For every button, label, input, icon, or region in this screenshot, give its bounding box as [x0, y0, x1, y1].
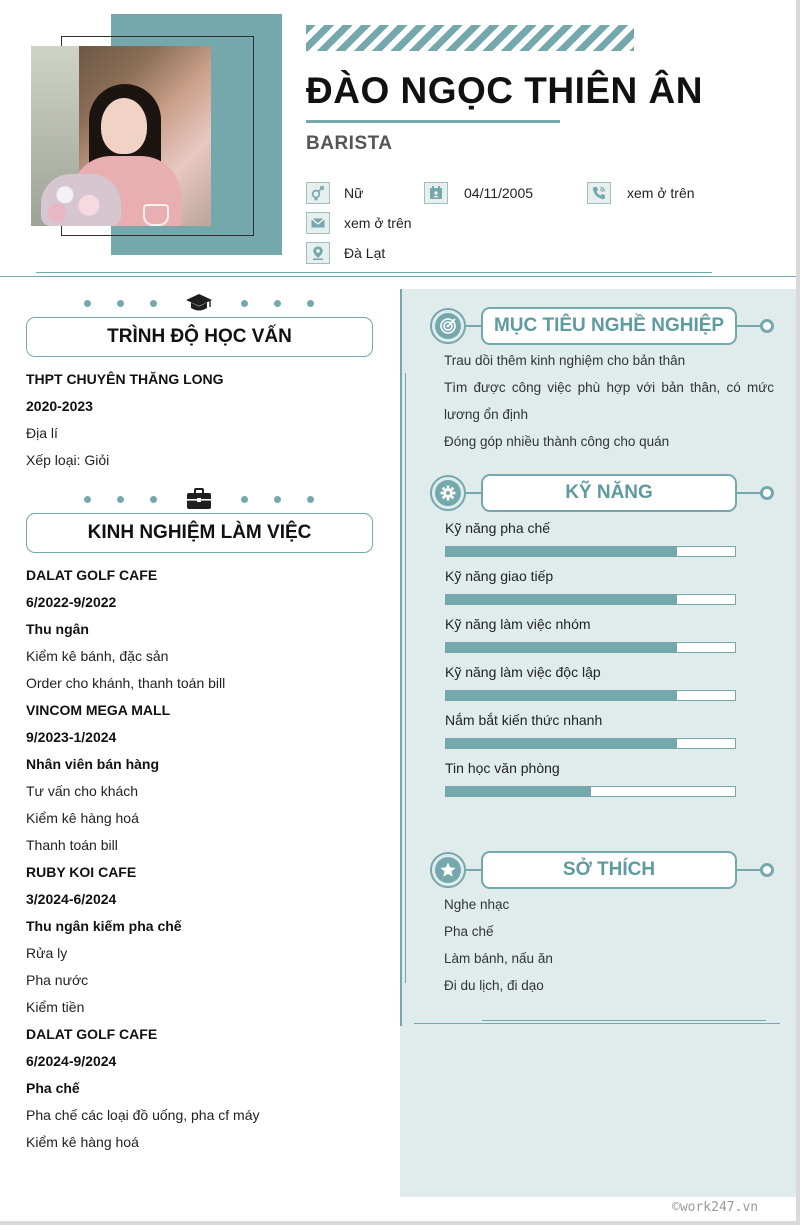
skill-label: Tin học văn phòng [445, 760, 560, 776]
list-item: RUBY KOI CAFE [26, 864, 137, 880]
briefcase-icon [184, 487, 214, 511]
info-address [306, 242, 385, 264]
gender-value: Nữ [344, 185, 364, 201]
list-item: Thu ngân [26, 621, 89, 637]
phone-value: xem ở trên [627, 185, 695, 201]
career-goal-list [444, 347, 774, 455]
mail-icon [306, 212, 330, 234]
gender-icon [306, 182, 330, 204]
experience-list [26, 562, 386, 1156]
skill-label: Kỹ năng làm việc nhóm [445, 616, 591, 632]
skill-item [445, 614, 737, 653]
target-icon [435, 313, 461, 339]
header-divider-inner [36, 272, 712, 273]
education-decor [26, 291, 372, 315]
skill-bar-fill [446, 787, 591, 796]
decorative-stripe [306, 25, 634, 51]
right-bottom-divider [414, 1023, 780, 1024]
list-item: Xếp loại: Giỏi [26, 452, 110, 468]
list-item: Nhân viên bán hàng [26, 756, 160, 772]
column-divider [400, 289, 402, 1026]
skills-header [430, 474, 776, 512]
skill-label: Nắm bắt kiến thức nhanh [445, 712, 603, 728]
skill-item [445, 662, 737, 701]
list-item: Kiểm tiền [26, 999, 85, 1015]
list-item: 3/2024-6/2024 [26, 891, 117, 907]
list-item: Rửa ly [26, 945, 68, 961]
right-bottom-divider-inner [482, 1020, 766, 1021]
email-value: xem ở trên [344, 215, 412, 231]
hobbies-list [444, 891, 774, 999]
list-item: Làm bánh, nấu ăn [444, 951, 553, 966]
skill-bar [445, 642, 736, 653]
info-gender [306, 182, 363, 204]
address-value: Đà Lạt [344, 245, 386, 261]
list-item: Thu ngân kiếm pha chế [26, 918, 182, 934]
profile-photo [31, 46, 211, 226]
list-item: Tìm được công việc phù hợp với bản thân, có mức [444, 380, 774, 395]
header-divider [0, 276, 800, 277]
hobbies-header [430, 851, 776, 889]
skill-label: Kỹ năng pha chế [445, 520, 551, 536]
list-item: Pha chế [444, 924, 494, 939]
list-item: Kiểm kê bánh, đặc sản [26, 648, 169, 664]
list-item: 6/2022-9/2022 [26, 594, 117, 610]
phone-icon [587, 182, 611, 204]
calendar-icon [424, 182, 448, 204]
skill-bar-fill [446, 739, 677, 748]
list-item: VINCOM MEGA MALL [26, 702, 171, 718]
watermark: ©work247.vn [672, 1200, 759, 1215]
job-title: BARISTA [306, 133, 393, 154]
list-item: Trau dồi thêm kinh nghiệm cho bản thân [444, 353, 686, 368]
column-divider-thin [405, 373, 406, 983]
career-goal-header [430, 307, 776, 345]
skill-label: Kỹ năng giao tiếp [445, 568, 554, 584]
location-pin-icon [306, 242, 330, 264]
list-item: Pha chế [26, 1080, 80, 1096]
birthday-value: 04/11/2005 [464, 185, 534, 201]
skill-item [445, 518, 737, 557]
skill-bar [445, 786, 736, 797]
list-item: Kiểm kê hàng hoá [26, 1134, 139, 1150]
list-item: 2020-2023 [26, 398, 93, 414]
list-item: lương ổn định [444, 407, 528, 422]
education-title: TRÌNH ĐỘ HỌC VẤN [26, 317, 373, 357]
star-icon [435, 857, 461, 883]
info-phone [587, 182, 695, 204]
hobbies-title: SỞ THÍCH [481, 851, 737, 889]
list-item: Nghe nhạc [444, 897, 510, 912]
list-item: Pha nước [26, 972, 89, 988]
list-item: 6/2024-9/2024 [26, 1053, 117, 1069]
skill-item [445, 566, 737, 605]
name-underline [306, 120, 560, 123]
list-item: DALAT GOLF CAFE [26, 567, 158, 583]
experience-title: KINH NGHIỆM LÀM VIỆC [26, 513, 373, 553]
list-item: Đóng góp nhiều thành công cho quán [444, 434, 670, 449]
skill-bar [445, 738, 736, 749]
experience-decor [26, 487, 372, 511]
skill-bar [445, 546, 736, 557]
list-item: Kiểm kê hàng hoá [26, 810, 139, 826]
skill-bar-fill [446, 547, 677, 556]
list-item: Thanh toán bill [26, 837, 118, 853]
skill-bar-fill [446, 595, 677, 604]
skills-title: KỸ NĂNG [481, 474, 737, 512]
list-item: Đi du lịch, đi dạo [444, 978, 544, 993]
gear-icon [435, 480, 461, 506]
list-item: THPT CHUYÊN THĂNG LONG [26, 371, 224, 387]
skill-bar-fill [446, 691, 677, 700]
skill-bar [445, 594, 736, 605]
career-goal-title: MỤC TIÊU NGHỀ NGHIỆP [481, 307, 737, 345]
list-item: Tư vấn cho khách [26, 783, 139, 799]
education-list [26, 366, 386, 474]
list-item: Pha chế các loại đồ uống, pha cf máy [26, 1107, 260, 1123]
list-item: Địa lí [26, 425, 58, 441]
full-name: ĐÀO NGỌC THIÊN ÂN [306, 70, 703, 111]
graduation-cap-icon [184, 291, 214, 315]
info-birthday [424, 182, 533, 204]
skill-bar [445, 690, 736, 701]
skill-item [445, 710, 737, 749]
skill-item [445, 758, 737, 797]
info-email [306, 212, 412, 234]
skill-bar-fill [446, 643, 677, 652]
list-item: Order cho khánh, thanh toán bill [26, 675, 226, 691]
skill-label: Kỹ năng làm việc độc lập [445, 664, 601, 680]
list-item: 9/2023-1/2024 [26, 729, 117, 745]
list-item: DALAT GOLF CAFE [26, 1026, 158, 1042]
